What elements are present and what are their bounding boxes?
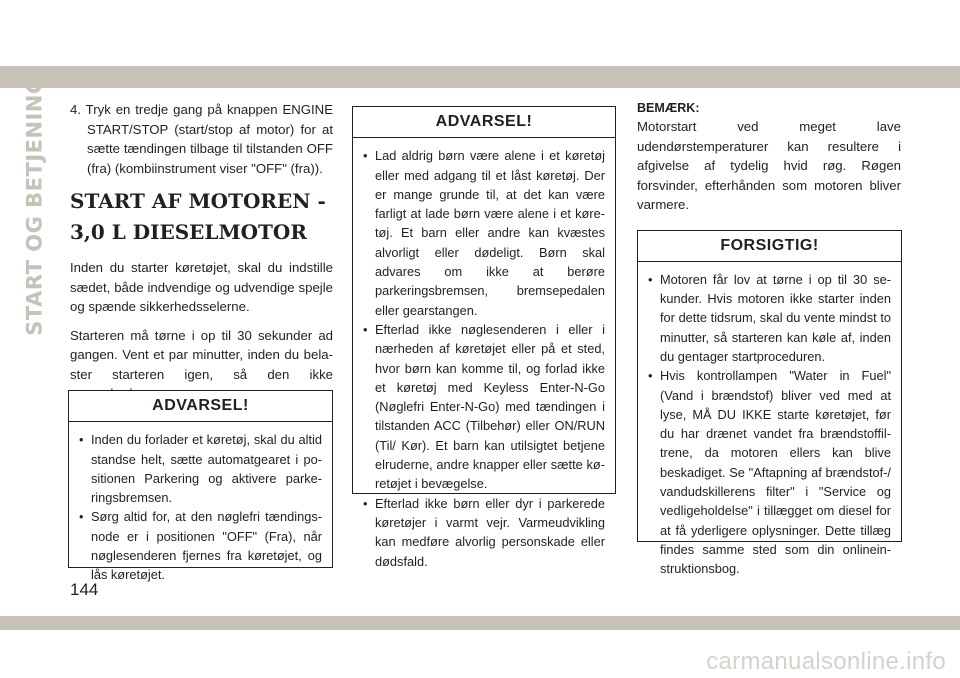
top-margin bbox=[0, 0, 960, 66]
caution-list bbox=[638, 262, 901, 589]
caution-box bbox=[637, 230, 902, 577]
paragraph-1: Inden du starter køretøjet, skal du indstille sædet, både indvendige og udvendige spejle og spænde sikkerhedsselerne. bbox=[70, 260, 333, 314]
warning-item: • Sørg altid for, at den nøglefri tændingsnode er i positionen "OFF" (Fra), når nøglesenderen fjernes fra køretøjet, og lås køretøjet. bbox=[79, 509, 322, 583]
bullet-icon: • bbox=[363, 148, 368, 164]
page-number: 144 bbox=[70, 580, 99, 599]
paragraph-2: Starteren må tørne i op til 30 sekunder ad gangen. Vent et par minutter, inden du belaster starteren igen, så den ikke bbox=[70, 327, 333, 382]
caution-item: • Motoren får lov at tørne i op til 30 sekunder. Hvis motoren ikke starter inden for dette tidsrum, skal du vente mindst to minutter, så starteren kan køle af, inden du gentager startproceduren. bbox=[648, 271, 891, 364]
step-4: 4. Tryk en tredje gang på knappen ENGINE START/STOP (start/stop af motor) for at sætte tændingen tilbage til tilstanden OFF (fra) (kombiinstrument viser "OFF" (fra)). bbox=[70, 102, 333, 176]
section-heading: START AF MOTOREN - 3,0 L DIESELMOTOR bbox=[70, 189, 326, 244]
note-text: Motorstart ved meget lave udendørstemperaturer kan resultere i afgivelse af tydelig hvid røg. Røgen forsvinder, efterhånden som motoren bliver varmere. bbox=[637, 119, 901, 212]
section-side-tab bbox=[22, 76, 48, 336]
warning-title: ADVARSEL! bbox=[353, 107, 615, 138]
warning-item: • Lad aldrig børn være alene i et køretøj eller med adgang til et låst køretøj. Der er mange grunde til, at det kan være farligt at lade børn være alene i et køretøj. Et barn eller andre kan kvæstes alvorligt eller dødeligt. Børn skal advares om ikke at berøre parkeringsbremsen, bremsepedalen eller gearstangen. bbox=[363, 148, 605, 318]
warning-list bbox=[353, 138, 615, 581]
warning-box-2 bbox=[352, 106, 616, 569]
header-bar bbox=[0, 66, 960, 88]
right-column bbox=[637, 100, 901, 577]
caution-item: • Hvis kontrollampen "Water in Fuel" (Vand i brændstof) bliver ved med at lyse, MÅ DU IKKE starte køretøjet, før du har drænet vandet fra brændstoffiltrene, da motoren ellers kan blive beskadiget. Se "Aftapning af brændstof-/ vandudskillerens filter" i "Service og vedligeholdelse" i tillægget om diesel for at få yderligere oplysninger. Dette tillæg findes samme sted som din onlineinstruktionsbog. bbox=[648, 368, 891, 577]
bullet-icon: • bbox=[363, 321, 368, 337]
section-tab-label: START OG BETJENING bbox=[23, 76, 47, 336]
warning-item: • Inden du forlader et køretøj, skal du altid standse helt, sætte automatgearet i positionen Parkering og aktivere parkeringsbremsen. bbox=[79, 432, 322, 506]
bullet-icon: • bbox=[363, 495, 368, 511]
watermark: carmanualsonline.info bbox=[706, 648, 946, 675]
warning-box-1 bbox=[68, 390, 333, 583]
note-title: BEMÆRK: bbox=[637, 101, 700, 115]
warning-item: • Efterlad ikke nøglesenderen i eller i nærheden af køretøjet eller på et sted, hvor børn kan komme til, og forlad ikke et køretøj med Keyless Enter-N-Go (Nøglefri Enter-N-Go) med tændingen i tilstanden ACC (Tilbehør) eller ON/RUN (Til/ Kør). Et barn kan utilsigtet betjene elruderne, andre knapper eller sætte køretøjet i bevægelse. bbox=[363, 321, 605, 492]
footer-bar bbox=[0, 616, 960, 630]
bullet-icon: • bbox=[79, 509, 84, 525]
warning-title: ADVARSEL! bbox=[69, 391, 332, 422]
bullet-icon: • bbox=[648, 368, 653, 384]
bullet-icon: • bbox=[79, 432, 84, 448]
caution-title: FORSIGTIG! bbox=[638, 231, 901, 262]
bullet-icon: • bbox=[648, 271, 653, 287]
warning-list bbox=[69, 422, 332, 594]
warning-item: • Efterlad ikke børn eller dyr i parkerede køretøjer i varmt vejr. Varmeudvikling kan medføre alvorlig personskade eller dødsfald. bbox=[363, 495, 605, 569]
step-list bbox=[70, 100, 333, 178]
left-column bbox=[70, 100, 333, 413]
